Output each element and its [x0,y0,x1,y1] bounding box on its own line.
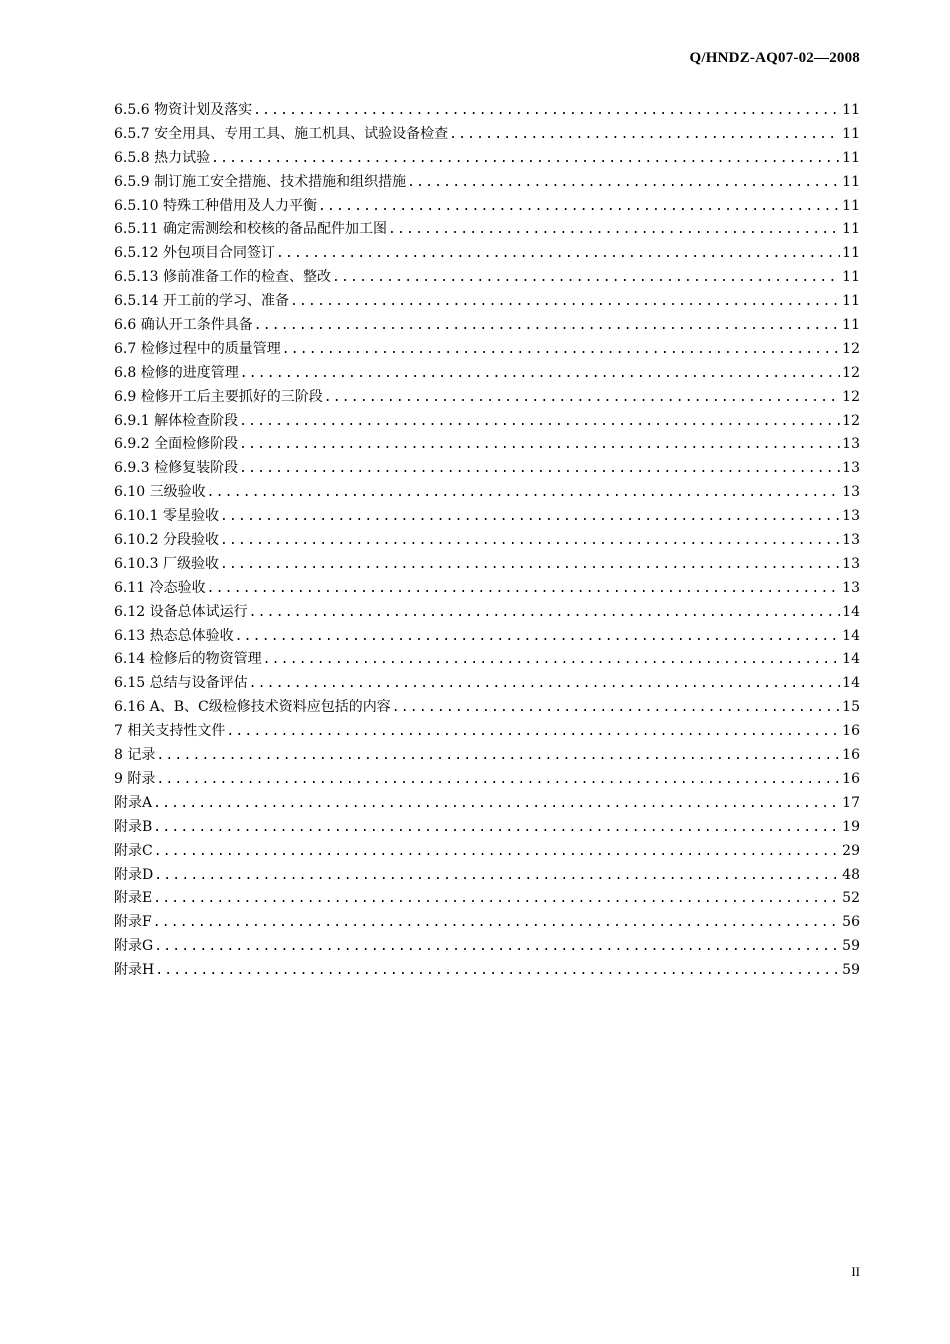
toc-entry[interactable] [114,123,860,147]
toc-entry-title: 6.10 三级验收 [114,484,206,501]
toc-dot-leader [253,99,840,123]
toc-entry[interactable] [114,768,860,792]
toc-dot-leader [220,553,840,577]
toc-entry[interactable] [114,625,860,649]
toc-entry-title: 6.5.14 开工前的学习、准备 [114,293,289,310]
toc-entry-title: 附录G [114,938,154,955]
toc-entry[interactable] [114,577,860,601]
toc-entry-title: 附录H [114,962,155,979]
toc-entry-page: 29 [842,842,860,859]
toc-entry-title: 附录D [114,866,154,883]
toc-dot-leader [276,242,840,266]
toc-entry[interactable] [114,553,860,577]
toc-entry[interactable] [114,911,860,935]
toc-entry[interactable] [114,171,860,195]
toc-entry-page: 15 [842,699,860,716]
toc-entry-title: 6.5.10 特殊工种借用及人力平衡 [114,197,317,214]
toc-entry-page: 11 [842,317,860,334]
toc-dot-leader [235,625,841,649]
toc-entry[interactable] [114,648,860,672]
toc-dot-leader [153,911,840,935]
toc-entry[interactable] [114,672,860,696]
toc-entry-title: 6.12 设备总体试运行 [114,603,248,620]
toc-entry[interactable] [114,529,860,553]
toc-dot-leader [324,386,840,410]
toc-entry[interactable] [114,338,860,362]
toc-entry-page: 16 [842,770,860,787]
toc-entry[interactable] [114,290,860,314]
toc-entry-page: 11 [842,197,860,214]
toc-entry-title: 6.5.12 外包项目合同签订 [114,245,275,262]
toc-entry-page: 14 [842,627,860,644]
toc-entry-page: 12 [842,388,860,405]
toc-entry-page: 59 [842,962,860,979]
toc-entry-title: 6.10.1 零星验收 [114,508,219,525]
toc-entry[interactable] [114,959,860,983]
toc-entry-page: 12 [842,340,860,357]
toc-dot-leader [154,864,840,888]
toc-entry-page: 17 [842,794,860,811]
toc-entry-title: 附录A [114,794,153,811]
toc-dot-leader [239,433,840,457]
toc-entry-page: 13 [842,532,860,549]
toc-entry-title: 6.10.2 分段验收 [114,532,219,549]
toc-entry-page: 14 [842,603,860,620]
toc-entry-title: 6.16 A、B、C级检修技术资料应包括的内容 [114,699,391,716]
toc-entry[interactable] [114,362,860,386]
toc-entry[interactable] [114,840,860,864]
toc-entry[interactable] [114,744,860,768]
toc-entry-page: 13 [842,436,860,453]
toc-dot-leader [154,935,840,959]
toc-dot-leader [239,457,840,481]
toc-entry[interactable] [114,887,860,911]
table-of-contents [114,99,860,983]
toc-dot-leader [155,959,840,983]
toc-entry-page: 11 [842,173,860,190]
toc-entry-title: 附录F [114,914,152,931]
toc-dot-leader [249,672,841,696]
toc-entry-page: 12 [842,412,860,429]
toc-dot-leader [239,410,840,434]
toc-entry-title: 6.5.8 热力试验 [114,149,211,166]
toc-entry-title: 6.8 检修的进度管理 [114,364,239,381]
toc-entry-page: 11 [842,102,860,118]
toc-dot-leader [290,290,840,314]
toc-entry-title: 6.9.2 全面检修阶段 [114,436,239,453]
toc-entry-title: 8 记录 [114,747,156,764]
toc-entry[interactable] [114,386,860,410]
toc-dot-leader [156,744,840,768]
toc-dot-leader [153,816,840,840]
toc-dot-leader [392,696,840,720]
toc-entry-title: 6.6 确认开工条件具备 [114,317,253,334]
toc-entry-page: 12 [842,364,860,381]
toc-entry-page: 52 [842,890,860,907]
toc-dot-leader [282,338,840,362]
page-number: II [851,1264,860,1279]
toc-entry[interactable] [114,99,860,123]
toc-entry-title: 6.13 热态总体验收 [114,627,234,644]
toc-entry[interactable] [114,792,860,816]
toc-entry[interactable] [114,935,860,959]
toc-entry-title: 7 相关支持性文件 [114,723,226,740]
toc-entry-title: 6.5.9 制订施工安全措施、技术措施和组织措施 [114,173,407,190]
toc-dot-leader [263,648,841,672]
toc-dot-leader [388,218,840,242]
toc-entry-title: 6.5.6 物资计划及落实 [114,102,253,118]
toc-entry[interactable] [114,505,860,529]
toc-entry-page: 11 [842,125,860,142]
toc-entry[interactable] [114,433,860,457]
toc-dot-leader [407,171,840,195]
toc-entry-title: 6.5.7 安全用具、专用工具、施工机具、试验设备检查 [114,125,449,142]
toc-dot-leader [211,147,840,171]
toc-dot-leader [240,362,840,386]
toc-entry-page: 11 [842,245,860,262]
toc-entry-page: 13 [842,579,860,596]
toc-entry-page: 11 [842,269,860,286]
toc-entry[interactable] [114,218,860,242]
toc-entry-page: 16 [842,747,860,764]
toc-dot-leader [226,720,840,744]
toc-dot-leader [153,887,840,911]
toc-entry[interactable] [114,696,860,720]
toc-entry-page: 11 [842,293,860,310]
toc-entry-title: 6.9.1 解体检查阶段 [114,412,239,429]
toc-entry-page: 11 [842,149,860,166]
toc-dot-leader [207,481,841,505]
toc-entry-page: 13 [842,508,860,525]
toc-dot-leader [249,601,841,625]
toc-dot-leader [156,768,840,792]
toc-entry-page: 48 [842,866,860,883]
toc-entry[interactable] [114,195,860,219]
toc-entry-title: 6.15 总结与设备评估 [114,675,248,692]
toc-entry-page: 13 [842,484,860,501]
toc-entry-title: 6.11 冷态验收 [114,579,206,596]
toc-entry-title: 6.7 检修过程中的质量管理 [114,340,281,357]
toc-entry[interactable] [114,314,860,338]
toc-entry[interactable] [114,242,860,266]
toc-dot-leader [332,266,840,290]
toc-entry[interactable] [114,816,860,840]
toc-entry-title: 附录C [114,842,153,859]
toc-dot-leader [449,123,840,147]
toc-entry-page: 14 [842,675,860,692]
toc-entry[interactable] [114,410,860,434]
toc-entry-title: 附录E [114,890,153,907]
toc-dot-leader [207,577,841,601]
toc-entry-page: 19 [842,818,860,835]
toc-entry[interactable] [114,864,860,888]
toc-dot-leader [318,195,840,219]
toc-dot-leader [254,314,840,338]
toc-entry-title: 6.10.3 厂级验收 [114,555,219,572]
toc-dot-leader [220,505,840,529]
toc-entry-page: 16 [842,723,860,740]
toc-entry[interactable] [114,147,860,171]
toc-entry-page: 11 [842,221,860,238]
toc-entry[interactable] [114,266,860,290]
toc-entry-page: 13 [842,555,860,572]
toc-entry-title: 6.9.3 检修复装阶段 [114,460,239,477]
toc-entry[interactable] [114,481,860,505]
toc-dot-leader [153,792,840,816]
document-code-header: Q/HNDZ-AQ07-02—2008 [689,50,860,66]
toc-entry-title: 附录B [114,818,153,835]
toc-entry-title: 6.5.13 修前准备工作的检查、整改 [114,269,331,286]
toc-entry[interactable] [114,457,860,481]
toc-entry[interactable] [114,720,860,744]
toc-entry-page: 56 [842,914,860,931]
toc-dot-leader [154,840,840,864]
toc-entry-title: 6.14 检修后的物资管理 [114,651,262,668]
toc-entry-title: 6.9 检修开工后主要抓好的三阶段 [114,388,323,405]
toc-entry[interactable] [114,601,860,625]
toc-entry-title: 9 附录 [114,770,156,787]
toc-entry-page: 59 [842,938,860,955]
toc-entry-title: 6.5.11 确定需测绘和校核的备品配件加工图 [114,221,387,238]
toc-dot-leader [220,529,840,553]
toc-entry-page: 13 [842,460,860,477]
toc-entry-page: 14 [842,651,860,668]
